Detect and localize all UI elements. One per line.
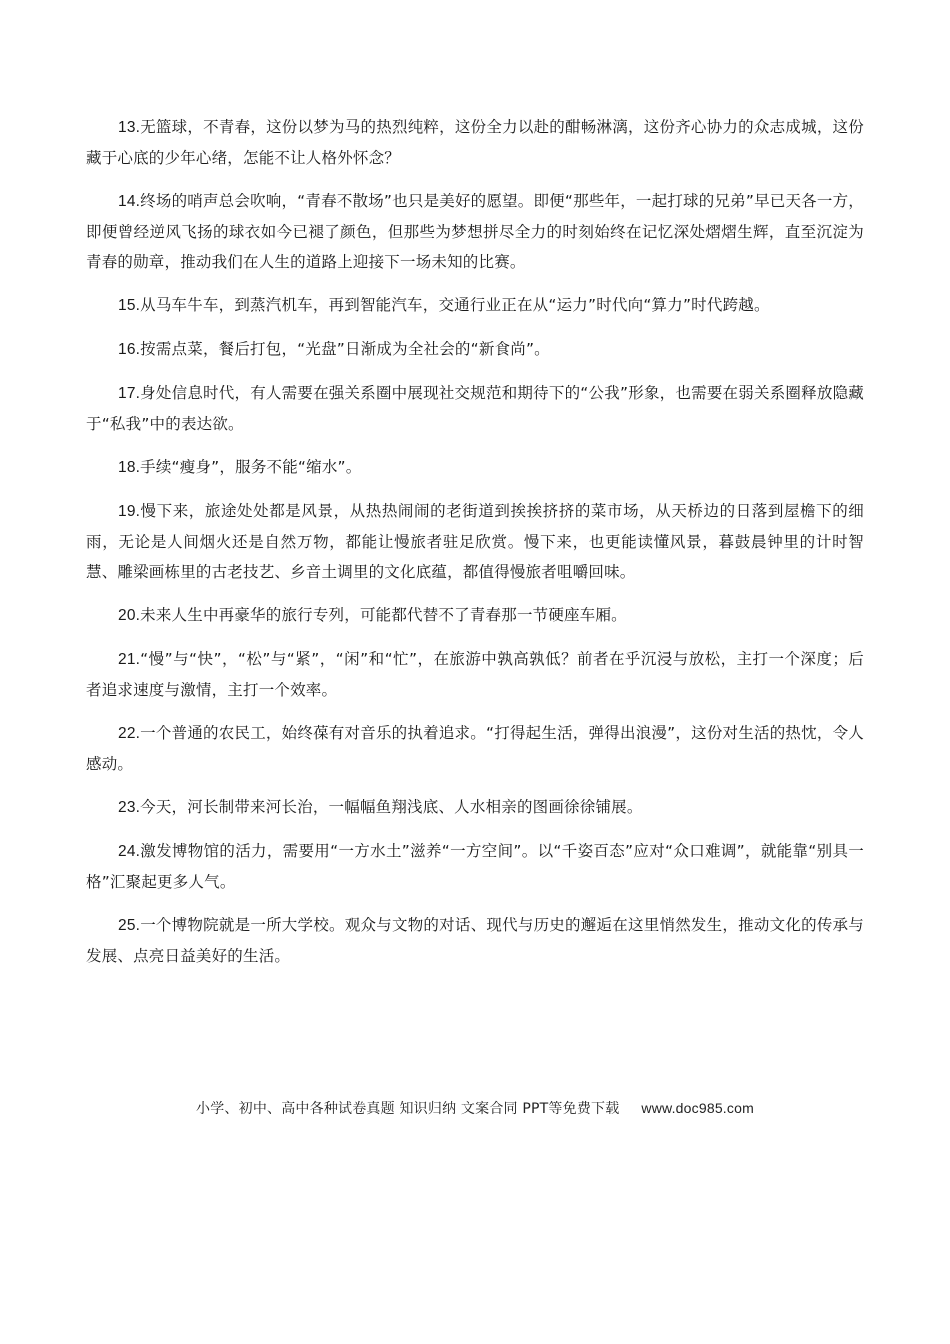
paragraph-14 (86, 186, 864, 277)
paragraph-24 (86, 836, 864, 897)
paragraph-text: 未来人生中再豪华的旅行专列，可能都代替不了青春那一节硬座车厢。 (140, 606, 627, 624)
paragraph-number: 25. (118, 917, 141, 934)
paragraph-text: 身处信息时代，有人需要在强关系圈中展现社交规范和期待下的“公我”形象，也需要在弱关系圈释放隐藏于“私我”中的表达欲。 (86, 384, 864, 433)
paragraph-number: 18. (118, 459, 141, 476)
paragraph-15 (86, 290, 864, 321)
paragraph-number: 14. (118, 193, 141, 210)
paragraph-16 (86, 334, 864, 365)
paragraph-18 (86, 452, 864, 483)
page-footer (0, 1098, 950, 1119)
footer-url: www.doc985.com (641, 1100, 754, 1116)
paragraph-25 (86, 910, 864, 971)
paragraph-number: 24. (118, 843, 141, 860)
footer-text: 小学、初中、高中各种试卷真题 知识归纳 文案合同 PPT等免费下载 (196, 1101, 620, 1117)
paragraph-number: 21. (118, 651, 141, 668)
paragraph-20 (86, 600, 864, 631)
paragraph-21 (86, 644, 864, 705)
paragraph-number: 16. (118, 341, 141, 358)
paragraph-number: 23. (118, 799, 141, 816)
paragraph-number: 13. (118, 119, 141, 136)
paragraph-23 (86, 792, 864, 823)
paragraph-text: 慢下来，旅途处处都是风景，从热热闹闹的老街道到挨挨挤挤的菜市场，从天桥边的日落到屋檐下的细雨，无论是人间烟火还是自然万物，都能让慢旅者驻足欣赏。慢下来，也更能读懂风景，暮鼓晨钟里的计时智慧、雕梁画栋里的古老技艺、乡音土调里的文化底蕴，都值得慢旅者咀嚼回味。 (86, 502, 864, 581)
paragraph-number: 20. (118, 607, 141, 624)
paragraph-text: 今天，河长制带来河长治，一幅幅鱼翔浅底、人水相亲的图画徐徐铺展。 (140, 798, 643, 816)
paragraph-22 (86, 718, 864, 779)
paragraph-number: 17. (118, 385, 141, 402)
paragraph-19 (86, 496, 864, 587)
paragraph-text: 无篮球，不青春，这份以梦为马的热烈纯粹，这份全力以赴的酣畅淋漓，这份齐心协力的众志成城，这份藏于心底的少年心绪，怎能不让人格外怀念？ (86, 118, 864, 167)
paragraph-17 (86, 378, 864, 439)
paragraph-text: 从马车牛车，到蒸汽机车，再到智能汽车，交通行业正在从“运力”时代向“算力”时代跨越。 (140, 296, 770, 314)
paragraph-13 (86, 112, 864, 173)
paragraph-number: 19. (118, 503, 141, 520)
paragraph-number: 22. (118, 725, 141, 742)
paragraph-text: 一个博物院就是一所大学校。观众与文物的对话、现代与历史的邂逅在这里悄然发生，推动文化的传承与发展、点亮日益美好的生活。 (86, 916, 864, 965)
paragraph-text: 终场的哨声总会吹响，“青春不散场”也只是美好的愿望。即便“那些年，一起打球的兄弟”早已天各一方，即便曾经逆风飞扬的球衣如今已褪了颜色，但那些为梦想拼尽全力的时刻始终在记忆深处熠熠生辉，直至沉淀为青春的勋章，推动我们在人生的道路上迎接下一场未知的比赛。 (86, 192, 864, 271)
paragraph-text: 一个普通的农民工，始终葆有对音乐的执着追求。“打得起生活，弹得出浪漫”，这份对生活的热忱，令人感动。 (86, 724, 864, 773)
paragraph-number: 15. (118, 297, 141, 314)
paragraph-text: 按需点菜，餐后打包，“光盘”日渐成为全社会的“新食尚”。 (140, 340, 550, 358)
paragraph-text: 激发博物馆的活力，需要用“一方水土”滋养“一方空间”。以“千姿百态”应对“众口难调”，就能靠“别具一格”汇聚起更多人气。 (86, 842, 864, 891)
paragraph-text: 手续“瘦身”，服务不能“缩水”。 (140, 458, 362, 476)
paragraph-text: “慢”与“快”，“松”与“紧”，“闲”和“忙”，在旅游中孰高孰低？前者在乎沉浸与放松，主打一个深度；后者追求速度与激情，主打一个效率。 (86, 650, 864, 699)
document-body (86, 112, 864, 984)
